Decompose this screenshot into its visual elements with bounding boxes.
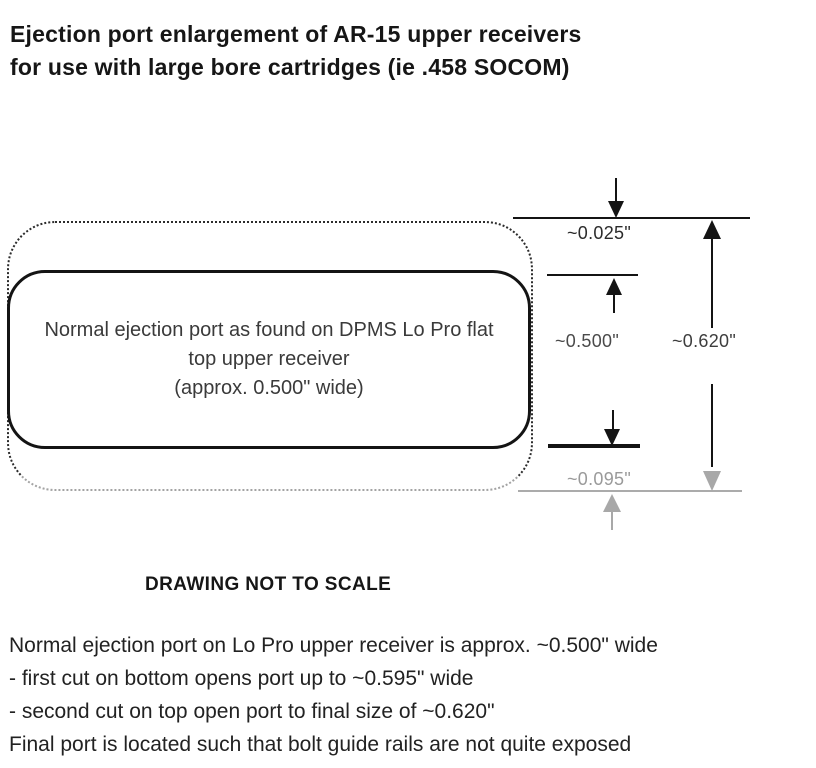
arrow-up-gray-stem <box>611 511 613 530</box>
dim-line-top-edge <box>513 217 750 219</box>
port-description <box>30 316 507 403</box>
dimension-arrow-line-upper <box>711 238 713 328</box>
arrow-up-gray-icon <box>603 494 621 512</box>
arrow-down-stem <box>615 178 617 202</box>
notes-block <box>9 629 658 761</box>
arrow-down-stem-lower <box>612 410 614 431</box>
arrow-up-stem <box>613 294 615 313</box>
page-title <box>10 18 582 84</box>
note-line-3: - second cut on top open port to final size of ~0.620" <box>9 700 495 723</box>
arrow-down-icon <box>608 201 624 218</box>
note-line-4: Final port is located such that bolt guide rails are not quite exposed <box>9 733 632 756</box>
arrow-down-icon-lower <box>604 429 620 446</box>
dim-label-bottom-cut: ~0.095" <box>567 469 632 489</box>
dim-line-port-bottom <box>548 444 640 448</box>
normal-port-outline <box>7 270 531 449</box>
scale-note: DRAWING NOT TO SCALE <box>145 574 392 595</box>
port-description-line-2: top upper receiver <box>188 348 350 370</box>
dimension-arrow-down-gray-icon <box>703 471 721 491</box>
page-title-line-1: Ejection port enlargement of AR-15 upper receivers <box>10 21 582 47</box>
page-title-line-2: for use with large bore cartridges (ie .458 SOCOM) <box>10 54 570 80</box>
dim-label-normal-port: ~0.500" <box>555 331 620 351</box>
dim-label-final-port: ~0.620" <box>672 331 737 351</box>
arrow-up-icon <box>606 278 622 295</box>
dimension-arrow-up-icon <box>703 220 721 239</box>
dim-line-port-top <box>547 274 638 276</box>
port-description-line-3: (approx. 0.500" wide) <box>174 377 364 399</box>
port-description-line-1: Normal ejection port as found on DPMS Lo Pro flat <box>44 319 494 341</box>
dim-label-top-cut: ~0.025" <box>567 223 632 243</box>
note-line-1: Normal ejection port on Lo Pro upper receiver is approx. ~0.500" wide <box>9 634 658 657</box>
dimension-arrow-line-lower <box>711 384 713 467</box>
note-line-2: - first cut on bottom opens port up to ~0.595" wide <box>9 667 474 690</box>
